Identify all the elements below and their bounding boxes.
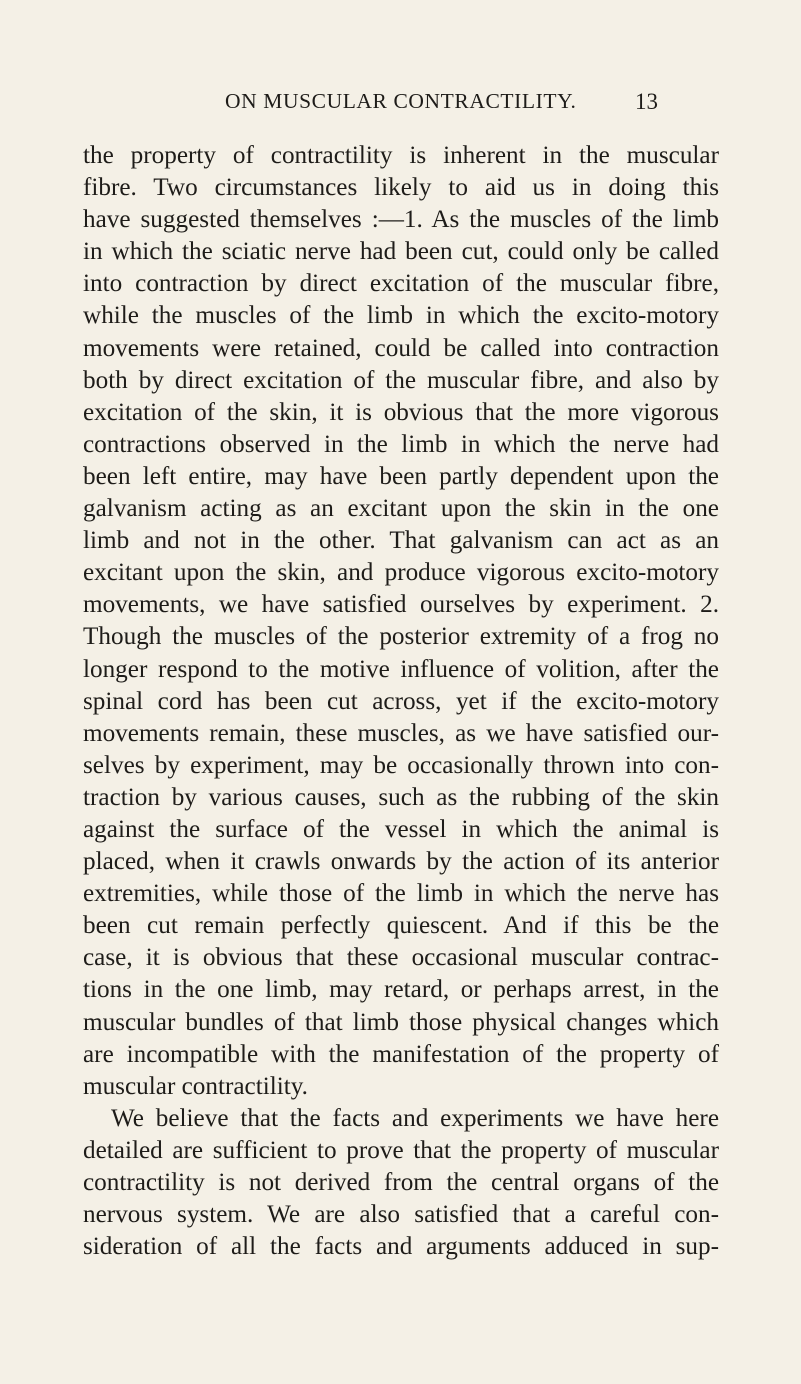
- text-line: sideration of all the facts and arguments adduced in sup-: [83, 1233, 719, 1261]
- text-line: muscular contractility.: [83, 1072, 308, 1100]
- text-line: tions in the one limb, may retard, or perhaps arrest, in the: [83, 976, 719, 1004]
- text-line: have suggested themselves :—1. As the muscles of the limb: [83, 206, 719, 234]
- page-number: 13: [635, 89, 658, 114]
- text-line: extremities, while those of the limb in which the nerve has: [83, 880, 719, 908]
- text-line: been left entire, may have been partly dependent upon the: [83, 462, 719, 490]
- text-line: galvanism acting as an excitant upon the skin in the one: [83, 495, 719, 523]
- text-line: longer respond to the motive influence of volition, after the: [83, 655, 719, 683]
- paragraph-2: [83, 1103, 719, 1263]
- body-text: [83, 140, 719, 1263]
- text-line: selves by experiment, may be occasionally thrown into con-: [83, 751, 719, 779]
- running-title: ON MUSCULAR CONTRACTILITY.: [225, 89, 577, 113]
- text-line: placed, when it crawls onwards by the action of its anterior: [83, 848, 719, 876]
- text-line: into contraction by direct excitation of the muscular fibre,: [83, 270, 719, 298]
- text-line: while the muscles of the limb in which the excito-motory: [83, 302, 719, 330]
- text-line: excitant upon the skin, and produce vigorous excito-motory: [83, 559, 719, 587]
- text-line: the property of contractility is inherent in the muscular: [83, 142, 719, 169]
- text-line: case, it is obvious that these occasional muscular contrac-: [83, 944, 719, 972]
- text-line: been cut remain perfectly quiescent. And if this be the: [83, 912, 719, 940]
- text-line: Though the muscles of the posterior extremity of a frog no: [83, 623, 719, 651]
- text-line: muscular bundles of that limb those physical changes which: [83, 1008, 719, 1036]
- text-line: against the surface of the vessel in which the animal is: [83, 815, 719, 843]
- text-line: are incompatible with the manifestation of the property of: [83, 1040, 719, 1068]
- text-line: contractions observed in the limb in which the nerve had: [83, 430, 719, 458]
- text-line: in which the sciatic nerve had been cut, could only be called: [83, 238, 719, 266]
- text-line: detailed are sufficient to prove that the property of muscular: [83, 1136, 719, 1164]
- text-line: limb and not in the other. That galvanism can act as an: [83, 527, 719, 555]
- text-line: excitation of the skin, it is obvious that the more vigorous: [83, 398, 719, 426]
- text-line: movements were retained, could be called into contraction: [83, 334, 719, 362]
- running-head: [0, 89, 801, 121]
- text-line: nervous system. We are also satisfied that a careful con-: [83, 1201, 719, 1229]
- text-line: spinal cord has been cut across, yet if the excito-motory: [83, 687, 719, 715]
- text-line: both by direct excitation of the muscular fibre, and also by: [83, 366, 719, 394]
- text-line: We believe that the facts and experiments we have here: [111, 1104, 719, 1132]
- paragraph-1: [83, 140, 719, 1103]
- text-line: movements, we have satisfied ourselves by experiment. 2.: [83, 591, 719, 619]
- text-line: movements remain, these muscles, as we have satisfied our-: [83, 719, 719, 747]
- text-line: traction by various causes, such as the rubbing of the skin: [83, 783, 719, 811]
- text-line: contractility is not derived from the central organs of the: [83, 1169, 719, 1196]
- text-line: fibre. Two circumstances likely to aid us in doing this: [83, 174, 719, 202]
